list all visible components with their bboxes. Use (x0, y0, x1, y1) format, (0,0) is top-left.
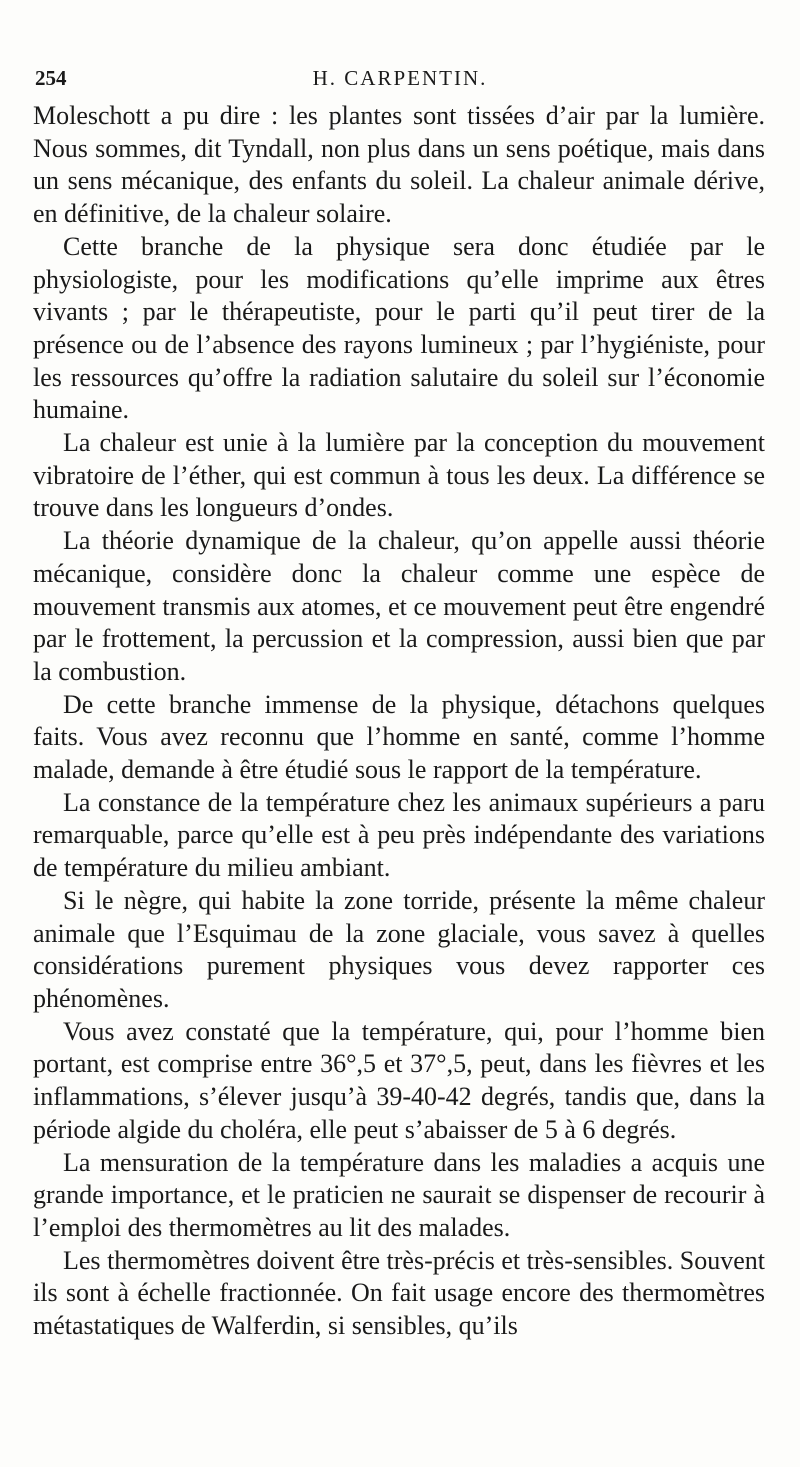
paragraph: La mensuration de la température dans les maladies a acquis une grande importance, et le praticien ne saurait se dispenser de recourir à l’emploi des thermomètres au lit des malades. (33, 1147, 765, 1242)
running-title: H. CARPENTIN. (312, 66, 488, 90)
page-number: 254 (35, 66, 67, 90)
paragraph: Cette branche de la physique sera donc étudiée par le physiologiste, pour les modifications qu’elle imprime aux êtres vivants ; par le thérapeutiste, pour le parti qu’il peut tirer de la présence ou de l’absence des rayons lumineux ; par l’hygiéniste, pour les ressources qu’offre la radiation salutaire du soleil sur l’économie humaine. (33, 231, 765, 425)
paragraph: De cette branche immense de la physique, détachons quelques faits. Vous avez reconnu que l’homme en santé, comme l’homme malade, demande à être étudié sous le rapport de la température. (33, 689, 765, 785)
running-head (35, 66, 765, 96)
paragraph: Si le nègre, qui habite la zone torride, présente la même chaleur animale que l’Esquimau de la zone glaciale, vous savez à quelles considérations purement physiques vous devez rapporter ces phénomènes. (33, 885, 765, 1013)
paragraph: Vous avez constaté que la température, qui, pour l’homme bien portant, est comprise entre 36°,5 et 37°,5, peut, dans les fièvres et les inflammations, s’élever jusqu’à 39-40-42 degrés, tandis que, dans la période algide du choléra, elle peut s’abaisser de 5 à 6 degrés. (33, 1016, 765, 1144)
paragraph: Les thermomètres doivent être très-précis et très-sensibles. Souvent ils sont à échelle fractionnée. On fait usage encore des thermomètres métastatiques de Walferdin, si sensibles, qu’ils (33, 1245, 765, 1341)
paragraph: La constance de la température chez les animaux supérieurs a paru remarquable, parce qu’elle est à peu près indépendante des variations de température du milieu ambiant. (33, 787, 765, 883)
body-text (33, 100, 765, 1343)
paragraph: Moleschott a pu dire : les plantes sont tissées d’air par la lumière. Nous sommes, dit Tyndall, non plus dans un sens poétique, mais dans un sens mécanique, des enfants du soleil. La chaleur animale dérive, en définitive, de la chaleur solaire. (33, 101, 765, 229)
paragraph: La théorie dynamique de la chaleur, qu’on appelle aussi théorie mécanique, considère donc la chaleur comme une espèce de mouvement transmis aux atomes, et ce mouvement peut être engendré par le frottement, la percussion et la compression, aussi bien que par la combustion. (33, 526, 765, 686)
paragraph: La chaleur est unie à la lumière par la conception du mouvement vibratoire de l’éther, qui est commun à tous les deux. La différence se trouve dans les longueurs d’ondes. (33, 428, 765, 523)
